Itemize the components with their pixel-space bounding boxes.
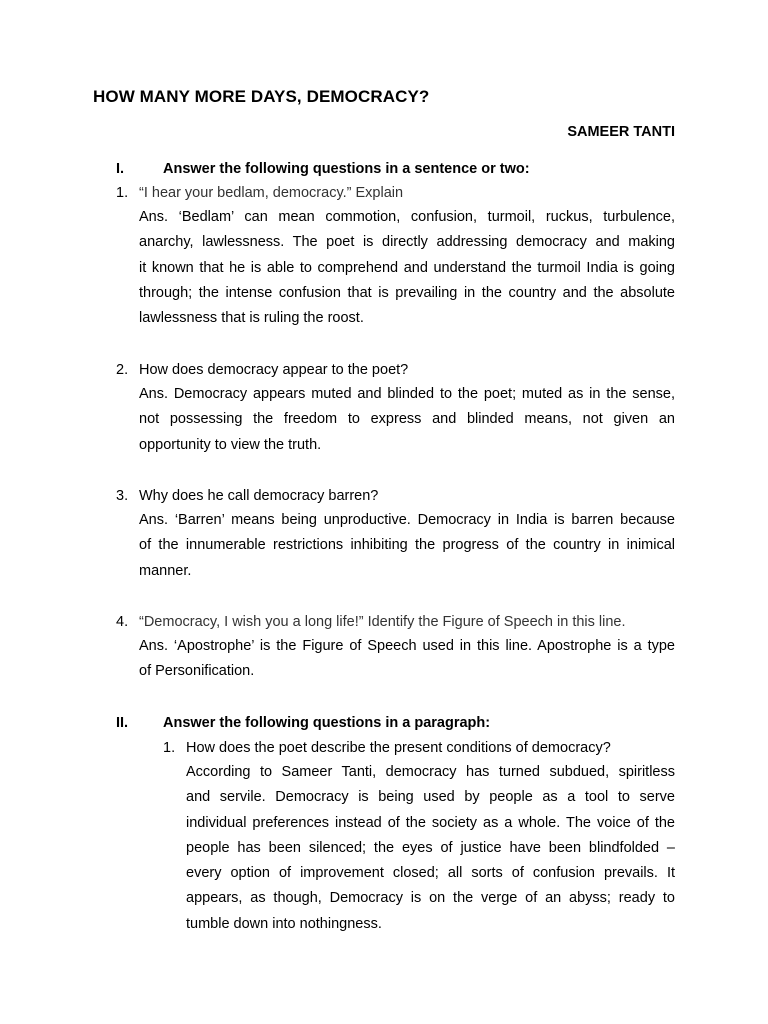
answer-paragraph bbox=[186, 760, 675, 937]
question-number: 1. bbox=[116, 185, 129, 201]
answer-line: lawlessness that is ruling the roost. bbox=[139, 310, 364, 327]
section-2-title: Answer the following questions in a paragraph: bbox=[163, 715, 491, 731]
answer-line: through; the intense confusion that is prevailing in the country and the absolute bbox=[139, 284, 675, 301]
question-text: How does the poet describe the present conditions of democracy? bbox=[186, 740, 611, 756]
question-text: How does democracy appear to the poet? bbox=[139, 362, 409, 378]
question-number: 2. bbox=[116, 362, 129, 378]
answer-paragraph bbox=[139, 382, 675, 458]
question-number: 3. bbox=[116, 488, 129, 504]
answer-line: it known that he is able to comprehend and understand the turmoil India is going bbox=[139, 259, 675, 276]
question-text: “I hear your bedlam, democracy.” Explain bbox=[139, 185, 404, 201]
answer-line: and servile. Democracy is being used by people as a tool to serve bbox=[186, 789, 675, 806]
question-text: “Democracy, I wish you a long life!” Identify the Figure of Speech in this line. bbox=[139, 614, 626, 630]
answer-line: people has been silenced; the eyes of justice have been blindfolded – bbox=[186, 839, 675, 856]
answer-line: Ans. Democracy appears muted and blinded to the poet; muted as in the sense, bbox=[139, 386, 675, 402]
answer-line: tumble down into nothingness. bbox=[186, 915, 382, 932]
answer-line: not possessing the freedom to express and blinded means, not given an bbox=[139, 411, 675, 428]
section-1-title: Answer the following questions in a sentence or two: bbox=[163, 161, 530, 177]
question-number: 4. bbox=[116, 614, 129, 630]
section-1-heading bbox=[116, 161, 676, 181]
answer-line: Ans. ‘Barren’ means being unproductive. Democracy in India is barren because bbox=[139, 512, 675, 528]
answer-paragraph bbox=[139, 508, 675, 584]
answer-line: of Personification. bbox=[139, 663, 255, 680]
answer-line: Ans. ‘Apostrophe’ is the Figure of Speech used in this line. Apostrophe is a type bbox=[139, 638, 675, 654]
answer-line: every option of improvement closed; all sorts of confusion prevails. It bbox=[186, 865, 675, 882]
answer-paragraph bbox=[139, 205, 675, 331]
document-title: HOW MANY MORE DAYS, DEMOCRACY? bbox=[93, 87, 430, 106]
answer-paragraph bbox=[139, 634, 675, 685]
section-1-numeral: I. bbox=[116, 161, 125, 177]
answer-line: individual preferences instead of the society as a whole. The voice of the bbox=[186, 814, 675, 831]
section-2-heading bbox=[116, 715, 676, 735]
answer-line: of the innumerable restrictions inhibiting the progress of the country in inimical bbox=[139, 537, 675, 554]
author-name: SAMEER TANTI bbox=[567, 124, 675, 140]
answer-line: appears, as though, Democracy is on the verge of an abyss; ready to bbox=[186, 890, 675, 907]
question-text: Why does he call democracy barren? bbox=[139, 488, 379, 504]
answer-line: manner. bbox=[139, 562, 192, 579]
answer-line: Ans. ‘Bedlam’ can mean commotion, confusion, turmoil, ruckus, turbulence, bbox=[139, 209, 675, 225]
answer-line: opportunity to view the truth. bbox=[139, 436, 322, 453]
answer-line: anarchy, lawlessness. The poet is directly addressing democracy and making bbox=[139, 234, 675, 251]
answer-line: According to Sameer Tanti, democracy has turned subdued, spiritless bbox=[186, 764, 675, 780]
section-2-numeral: II. bbox=[116, 715, 129, 731]
question-number: 1. bbox=[163, 740, 176, 756]
